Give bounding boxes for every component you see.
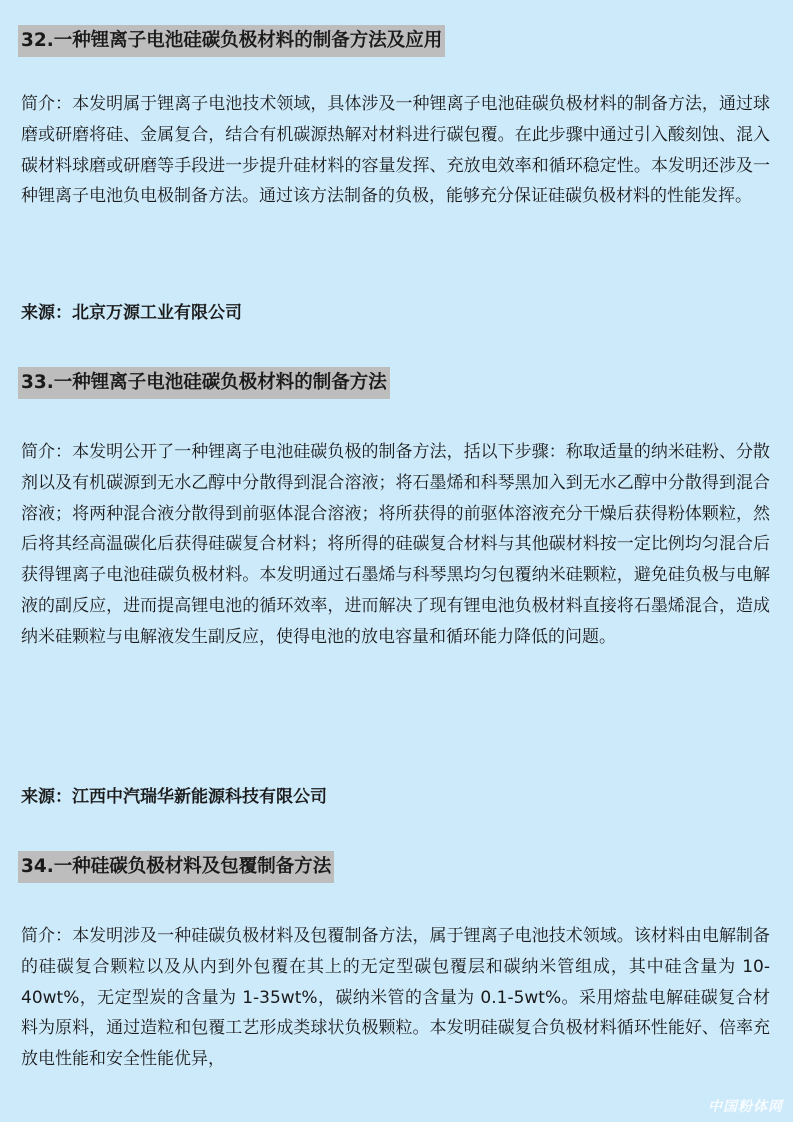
entry-32-source-block: [18, 298, 770, 328]
entry-34-summary-block: [18, 921, 770, 1075]
entry-title: 33.一种锂离子电池硅碳负极材料的制备方法: [18, 367, 390, 399]
entry-summary: 简介：本发明属于锂离子电池技术领域，具体涉及一种锂离子电池硅碳负极材料的制备方法，通过球磨或研磨将硅、金属复合，结合有机碳源热解对材料进行碳包覆。在此步骤中通过引入酸刻蚀、混入碳材料球磨或研磨等手段进一步提升硅材料的容量发挥、充放电效率和循环稳定性。本发明还涉及一种锂离子电池负电极制备方法。通过该方法制备的负极，能够充分保证硅碳负极材料的性能发挥。: [21, 94, 770, 207]
entry-source: 来源：北京万源工业有限公司: [21, 303, 242, 323]
entry-32-summary-block: [18, 89, 770, 212]
entry-33-source-block: [18, 782, 770, 812]
entry-title: 34.一种硅碳负极材料及包覆制备方法: [18, 851, 334, 883]
entry-32: [18, 25, 770, 57]
watermark-logo: 中国粉体网: [708, 1099, 783, 1115]
entry-34: [18, 851, 770, 883]
entry-title: 32.一种锂离子电池硅碳负极材料的制备方法及应用: [18, 25, 445, 57]
entry-summary: 简介：本发明公开了一种锂离子电池硅碳负极的制备方法，括以下步骤：称取适量的纳米硅粉、分散剂以及有机碳源到无水乙醇中分散得到混合溶液；将石墨烯和科琴黑加入到无水乙醇中分散得到混合溶液；将两种混合液分散得到前驱体混合溶液；将所获得的前驱体溶液充分干燥后获得粉体颗粒，然后将其经高温碳化后获得硅碳复合材料；将所得的硅碳复合材料与其他碳材料按一定比例均匀混合后获得锂离子电池硅碳负极材料。本发明通过石墨烯与科琴黑均匀包覆纳米硅颗粒，避免硅负极与电解液的副反应，进而提高锂电池的循环效率，进而解决了现有锂电池负极材料直接将石墨烯混合，造成纳米硅颗粒与电解液发生副反应，使得电池的放电容量和循环能力降低的问题。: [21, 442, 770, 647]
entry-source: 来源：江西中汽瑞华新能源科技有限公司: [21, 787, 327, 807]
entry-33: [18, 367, 770, 399]
entry-summary: 简介：本发明涉及一种硅碳负极材料及包覆制备方法，属于锂离子电池技术领域。该材料由电解制备的硅碳复合颗粒以及从内到外包覆在其上的无定型碳包覆层和碳纳米管组成，其中硅含量为 10-40wt%，无定型炭的含量为 1-35wt%，碳纳米管的含量为 0.1-5wt%。采用熔盐电解硅碳复合材料为原料，通过造粒和包覆工艺形成类球状负极颗粒。本发明硅碳复合负极材料循环性能好、倍率充放电性能和安全性能优异，: [21, 926, 770, 1070]
entry-33-summary-block: [18, 437, 770, 653]
